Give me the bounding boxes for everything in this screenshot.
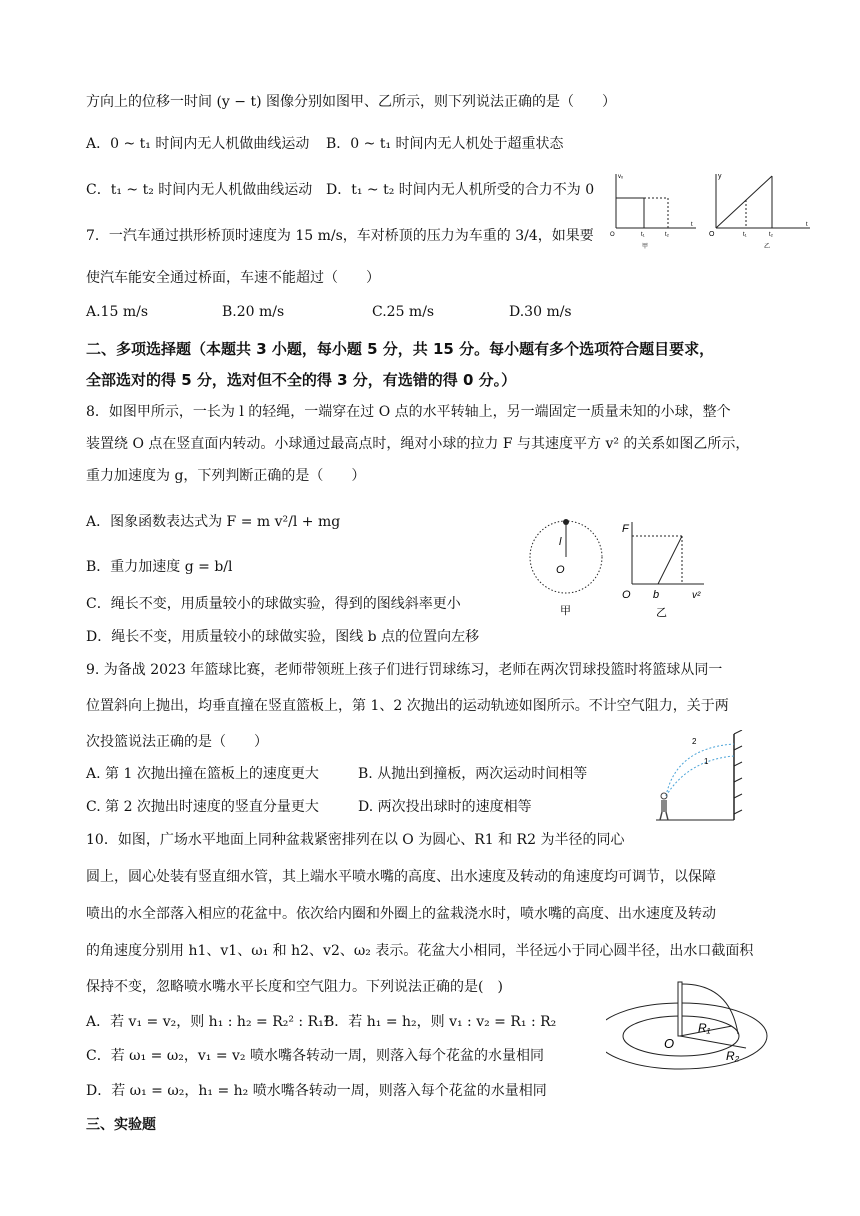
q6-jia-caption: 甲 [642,244,649,250]
q10-option-d: D．若 ω₁ = ω₂，h₁ = h₂ 喷水嘴各转动一周，则落入每个花盆的水量相同 [86,1083,547,1099]
player-icon [660,793,668,820]
q8-jia-o: O [556,564,565,576]
q10-stem-3: 喷出的水全部落入相应的花盆中。依次给内圈和外圈上的盆栽浇水时，喷水嘴的高度、出水速度及转动 [86,906,716,922]
q7-option-d: D.30 m/s [509,304,572,320]
q9-stem-1: 9. 为备战 2023 年篮球比赛，老师带领班上孩子们进行罚球练习，老师在两次罚球投篮时将篮球从同一 [86,662,723,678]
q10-stem-2: 圆上，圆心处装有竖直细水管，其上端水平喷水嘴的高度、出水速度及转动的角速度均可调节，以保障 [86,869,716,885]
q6-option-a: A．0 ~ t₁ 时间内无人机做曲线运动 [86,136,310,152]
q8-yi-b: b [653,589,660,601]
q8-stem-3: 重力加速度为 g，下列判断正确的是（ ） [86,468,366,484]
q6-jia-vx: vₓ [618,174,623,180]
q8-option-a: A．图象函数表达式为 F = m v²/l + mg [86,514,341,530]
q8-yi-v2: v² [692,590,701,601]
q6-jia-t: t [691,222,693,228]
q9-stem-3: 次投篮说法正确的是（ ） [86,734,268,750]
section2-rules: 全部选对的得 5 分，选对但不全的得 3 分，有选错的得 0 分。） [86,371,517,389]
q6-figure-jia [608,170,704,252]
q8-yi-caption: 乙 [656,607,667,619]
q8-option-c: C．绳长不变，用质量较小的球做实验，得到的图线斜率更小 [86,596,461,612]
q6-figure-yi [706,170,816,252]
q7-stem-1: 7．一汽车通过拱形桥顶时速度为 15 m/s，车对桥顶的压力为车重的 3/4，如果要 [86,228,594,244]
q8-option-d: D．绳长不变，用质量较小的球做实验，图线 b 点的位置向左移 [86,629,480,645]
q10-option-c: C．若 ω₁ = ω₂，v₁ = v₂ 喷水嘴各转动一周，则落入每个花盆的水量相同 [86,1048,544,1064]
section2-heading: 二、多项选择题（本题共 3 小题，每小题 5 分，共 15 分。每小题有多个选项符合题目要求， [86,340,715,358]
q10-stem-1: 10．如图，广场水平地面上同种盆栽紧密排列在以 O 为圆心、R1 和 R2 为半径的同心 [86,832,625,848]
q8-jia-l: l [559,536,562,548]
section3-heading: 三、实验题 [86,1117,156,1133]
q8-option-b: B．重力加速度 g = b/l [86,559,233,575]
q9-trajectory-1-label: 1 [704,757,709,766]
q6-jia-t1: t₁ [641,232,645,238]
q6-option-b: B．0 ~ t₁ 时间内无人机处于超重状态 [326,136,564,152]
q10-option-a: A．若 v₁ = v₂，则 h₁ : h₂ = R₂² : R₁² [86,1014,330,1030]
q8-figure-jia [526,514,610,620]
q6-option-d: D．t₁ ~ t₂ 时间内无人机所受的合力不为 0 [326,182,595,198]
q9-option-a: A. 第 1 次抛出撞在篮板上的速度更大 [86,766,319,782]
q6-jia-t2: t₂ [665,232,669,238]
q7-option-a: A.15 m/s [86,304,149,320]
q6-option-c: C．t₁ ~ t₂ 时间内无人机做曲线运动 [86,182,313,198]
q7-stem-2: 使汽车能安全通过桥面，车速不能超过（ ） [86,270,380,286]
q6-stem: 方向上的位移一时间 (y − t) 图像分别如图甲、乙所示，则下列说法正确的是（ ） [86,94,616,110]
q8-figure-yi [618,518,708,622]
q6-yi-t: t [806,222,808,228]
q8-yi-o: O [622,589,631,601]
q9-figure [652,730,746,824]
q10-r2: R₂ [726,1049,740,1063]
q6-yi-t2: t₂ [769,232,773,238]
q9-option-b: B. 从抛出到撞板，两次运动时间相等 [358,766,588,782]
q6-yi-origin: O [709,231,715,238]
q8-yi-f: F [622,523,629,535]
q9-trajectory-2-label: 2 [692,737,697,746]
q10-origin: O [664,1036,675,1051]
q6-jia-origin: O [610,232,615,238]
q10-option-b: B．若 h₁ = h₂，则 v₁ : v₂ = R₁ : R₂ [324,1014,557,1030]
q6-yi-y: y [718,173,722,180]
q7-option-c: C.25 m/s [372,304,435,320]
q6-yi-caption: 乙 [764,244,771,250]
q10-figure [606,978,776,1088]
q9-stem-2: 位置斜向上抛出，均垂直撞在竖直篮板上，第 1、2 次抛出的运动轨迹如图所示。不计空气阻力，关于两 [86,698,729,714]
q9-option-c: C. 第 2 次抛出时速度的竖直分量更大 [86,799,319,815]
q7-option-b: B.20 m/s [222,304,285,320]
q8-stem-2: 装置绕 O 点在竖直面内转动。小球通过最高点时，绳对小球的拉力 F 与其速度平方 v² 的关系如图乙所示， [86,436,750,452]
q10-stem-4: 的角速度分别用 h1、v1、ω₁ 和 h2、v2、ω₂ 表示。花盆大小相同，半径远小于同心圆半径，出水口截面积 [86,943,754,959]
q6-yi-t1: t₁ [743,232,747,238]
q10-r1: R₁ [698,1021,711,1035]
q8-stem-1: 8．如图甲所示，一长为 l 的轻绳，一端穿在过 O 点的水平转轴上，另一端固定一质量未知的小球，整个 [86,404,731,420]
q9-option-d: D. 两次投出球时的速度相等 [358,799,532,815]
q8-jia-caption: 甲 [560,605,571,617]
q10-stem-5: 保持不变，忽略喷水嘴水平长度和空气阻力。下列说法正确的是( ) [86,979,503,995]
